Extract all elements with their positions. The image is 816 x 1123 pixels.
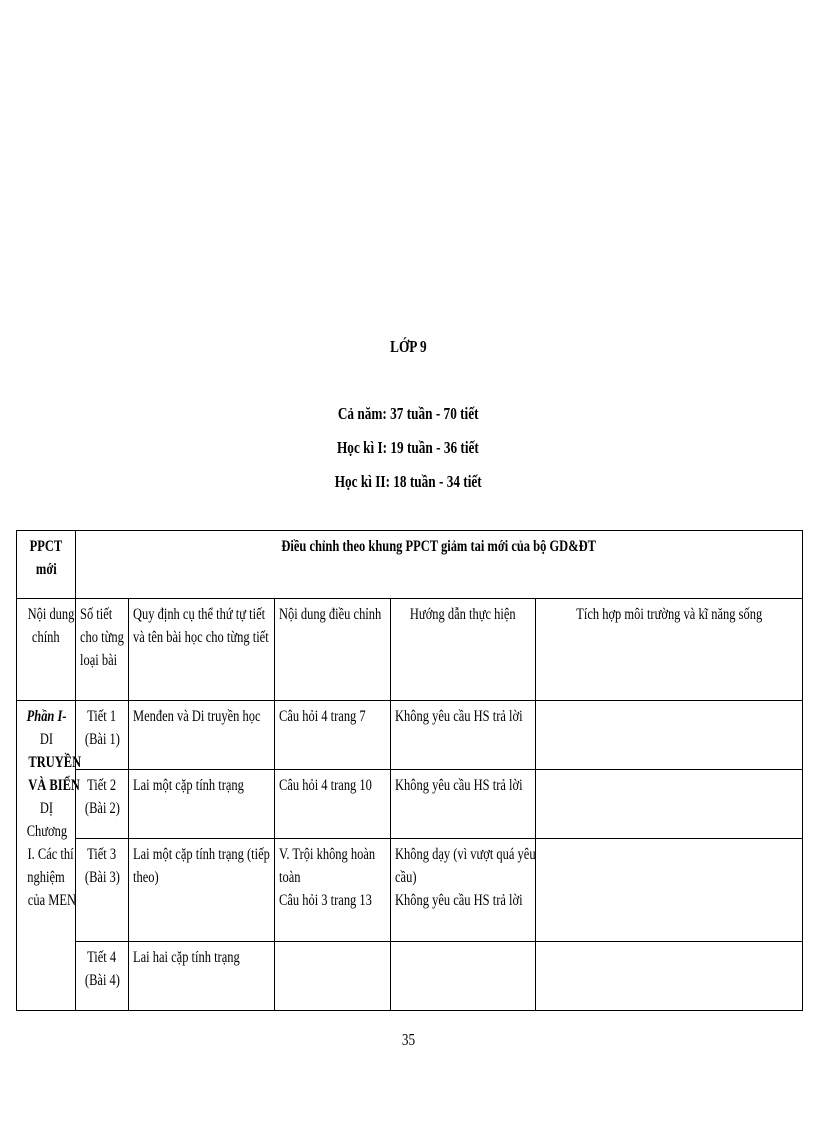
- lesson-cell: Lai một cặp tính trạng (tiếp theo): [129, 839, 275, 942]
- lesson-cell: Menđen và Di truyền học: [129, 701, 275, 770]
- period-cell: Tiết 2 (Bài 2): [76, 770, 129, 839]
- adjust-cell: [275, 942, 391, 1011]
- table-row: [17, 770, 803, 839]
- period-cell: Tiết 4 (Bài 4): [76, 942, 129, 1011]
- page-title: LỚP 9: [389, 337, 427, 356]
- section-cell: Phần I- DI TRUYỀN VÀ BIẾN DỊ Chương I. Các thí nghiệm của MEN: [17, 701, 76, 1011]
- guide-cell: Không yêu cầu HS trả lời: [391, 701, 536, 770]
- header-integration: Tích hợp môi trường và kĩ năng sống: [536, 599, 803, 701]
- semester-1-summary: Học kì I: 19 tuần - 36 tiết: [337, 438, 479, 457]
- table-column-header-row: [17, 599, 803, 701]
- guide-cell: [391, 942, 536, 1011]
- header-ppct-moi: PPCT mới: [17, 531, 76, 599]
- integrate-cell: [536, 701, 803, 770]
- adjust-cell: V. Trội không hoàn toàn Câu hỏi 3 trang 13: [275, 839, 391, 942]
- header-lesson-rule: Quy định cụ thể thứ tự tiết và tên bài học cho từng tiết: [129, 599, 275, 701]
- guide-cell: Không dạy (vì vượt quá yêu cầu) Không yêu cầu HS trả lời: [391, 839, 536, 942]
- period-cell: Tiết 3 (Bài 3): [76, 839, 129, 942]
- integrate-cell: [536, 942, 803, 1011]
- period-cell: Tiết 1 (Bài 1): [76, 701, 129, 770]
- adjust-cell: Câu hỏi 4 trang 10: [275, 770, 391, 839]
- header-periods: Số tiết cho từng loại bài: [76, 599, 129, 701]
- header-adjustment-title: Điều chỉnh theo khung PPCT giảm tai mới của bộ GD&ĐT: [76, 531, 803, 599]
- header-guide: Hướng dẫn thực hiện: [391, 599, 536, 701]
- semester-2-summary: Học kì II: 18 tuần - 34 tiết: [334, 472, 482, 491]
- table-row: [17, 839, 803, 942]
- year-summary: Cả năm: 37 tuần - 70 tiết: [337, 404, 479, 423]
- guide-cell: Không yêu cầu HS trả lời: [391, 770, 536, 839]
- header-adjusted-content: Nội dung điều chỉnh: [275, 599, 391, 701]
- table-top-header-row: [17, 531, 803, 599]
- integrate-cell: [536, 770, 803, 839]
- lesson-cell: Lai hai cặp tính trạng: [129, 942, 275, 1011]
- adjust-cell: Câu hỏi 4 trang 7: [275, 701, 391, 770]
- header-content: Nội dung chính: [17, 599, 76, 701]
- lesson-cell: Lai một cặp tính trạng: [129, 770, 275, 839]
- curriculum-table: [16, 530, 803, 1011]
- page-number: 35: [401, 1030, 415, 1049]
- integrate-cell: [536, 839, 803, 942]
- table-row: [17, 942, 803, 1011]
- table-row: [17, 701, 803, 770]
